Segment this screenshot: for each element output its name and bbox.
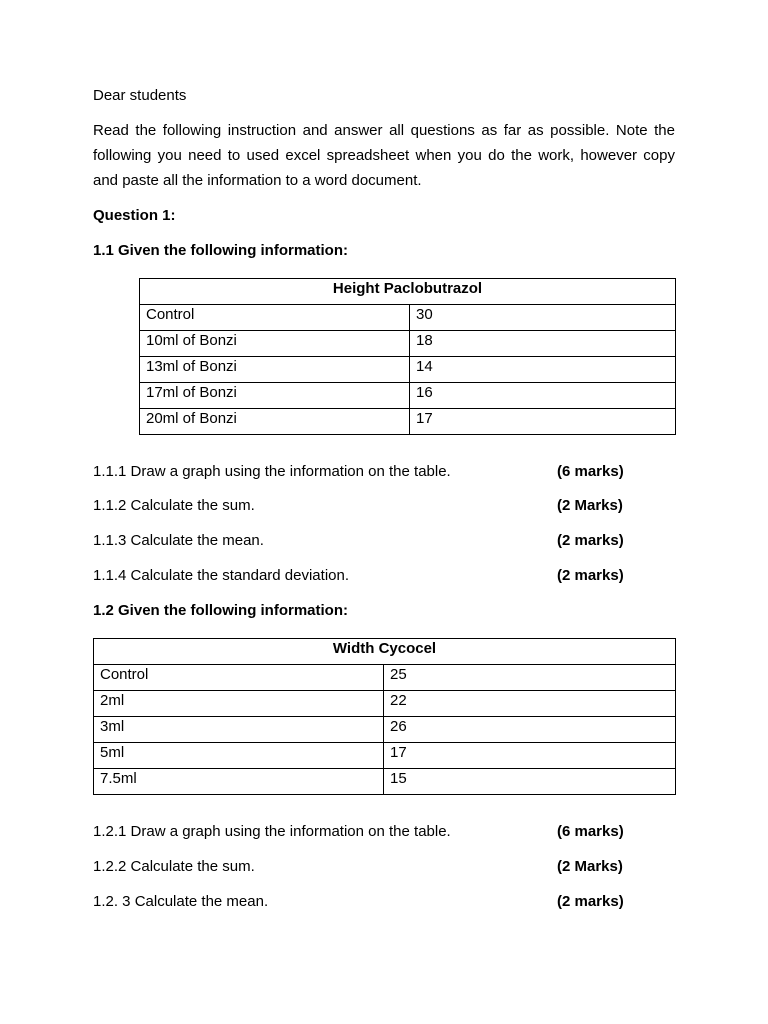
- question-1-1-3-marks: (2 marks): [557, 532, 624, 549]
- question-1-2-3-text: 1.2. 3 Calculate the mean.: [93, 893, 269, 910]
- table-cell-label: 10ml of Bonzi: [140, 331, 410, 357]
- table-cell-label: 7.5ml: [94, 769, 384, 795]
- question-1-1-2-text: 1.1.2 Calculate the sum.: [93, 497, 255, 514]
- question-1-1-1-text: 1.1.1 Draw a graph using the information on the table.: [93, 463, 451, 480]
- table-cell-label: Control: [140, 305, 410, 331]
- table-cell-value: 22: [384, 691, 676, 717]
- table-row: [140, 409, 676, 435]
- table-cell-label: 20ml of Bonzi: [140, 409, 410, 435]
- table-cell-value: 18: [410, 331, 676, 357]
- table-cell-value: 14: [410, 357, 676, 383]
- table-title: Height Paclobutrazol: [140, 279, 676, 305]
- question-1-2-1-marks: (6 marks): [557, 823, 624, 840]
- question-1-1-2-marks: (2 Marks): [557, 497, 623, 514]
- table-row: [140, 331, 676, 357]
- table-row: [140, 357, 676, 383]
- table-cell-label: 17ml of Bonzi: [140, 383, 410, 409]
- question-1-2-3-marks: (2 marks): [557, 893, 624, 910]
- table-row: [94, 665, 676, 691]
- table-cell-value: 17: [410, 409, 676, 435]
- question-1-1-4-text: 1.1.4 Calculate the standard deviation.: [93, 567, 350, 584]
- part-1-1-heading: 1.1 Given the following information:: [93, 242, 349, 259]
- table-header-row: [94, 639, 676, 665]
- question-1-1-1-marks: (6 marks): [557, 463, 624, 480]
- greeting: Dear students: [93, 87, 187, 104]
- table-row: [94, 743, 676, 769]
- part-1-2-heading: 1.2 Given the following information:: [93, 602, 349, 619]
- question-1-1-4-marks: (2 marks): [557, 567, 624, 584]
- question-1-1-3-text: 1.1.3 Calculate the mean.: [93, 532, 264, 549]
- width-cycocel-table: [93, 638, 676, 795]
- table-header-row: [140, 279, 676, 305]
- question-1-2-2-marks: (2 Marks): [557, 858, 623, 875]
- table-cell-label: 3ml: [94, 717, 384, 743]
- height-paclobutrazol-table: [139, 278, 676, 435]
- table-cell-label: Control: [94, 665, 384, 691]
- table-row: [94, 691, 676, 717]
- table-cell-label: 5ml: [94, 743, 384, 769]
- table-cell-value: 25: [384, 665, 676, 691]
- table-title: Width Cycocel: [94, 639, 676, 665]
- table-cell-value: 17: [384, 743, 676, 769]
- table-cell-value: 15: [384, 769, 676, 795]
- instructions-paragraph: Read the following instruction and answer all questions as far as possible. Note the following you need to used excel spreadsheet when you do the work, however copy and paste all the information to a word document.: [93, 122, 675, 189]
- table-cell-label: 2ml: [94, 691, 384, 717]
- question-1-heading: Question 1:: [93, 207, 176, 224]
- table-cell-value: 16: [410, 383, 676, 409]
- table-row: [94, 717, 676, 743]
- question-1-2-1-text: 1.2.1 Draw a graph using the information on the table.: [93, 823, 451, 840]
- table-cell-value: 26: [384, 717, 676, 743]
- table-cell-label: 13ml of Bonzi: [140, 357, 410, 383]
- table-row: [94, 769, 676, 795]
- table-row: [140, 305, 676, 331]
- table-cell-value: 30: [410, 305, 676, 331]
- question-1-2-2-text: 1.2.2 Calculate the sum.: [93, 858, 255, 875]
- table-row: [140, 383, 676, 409]
